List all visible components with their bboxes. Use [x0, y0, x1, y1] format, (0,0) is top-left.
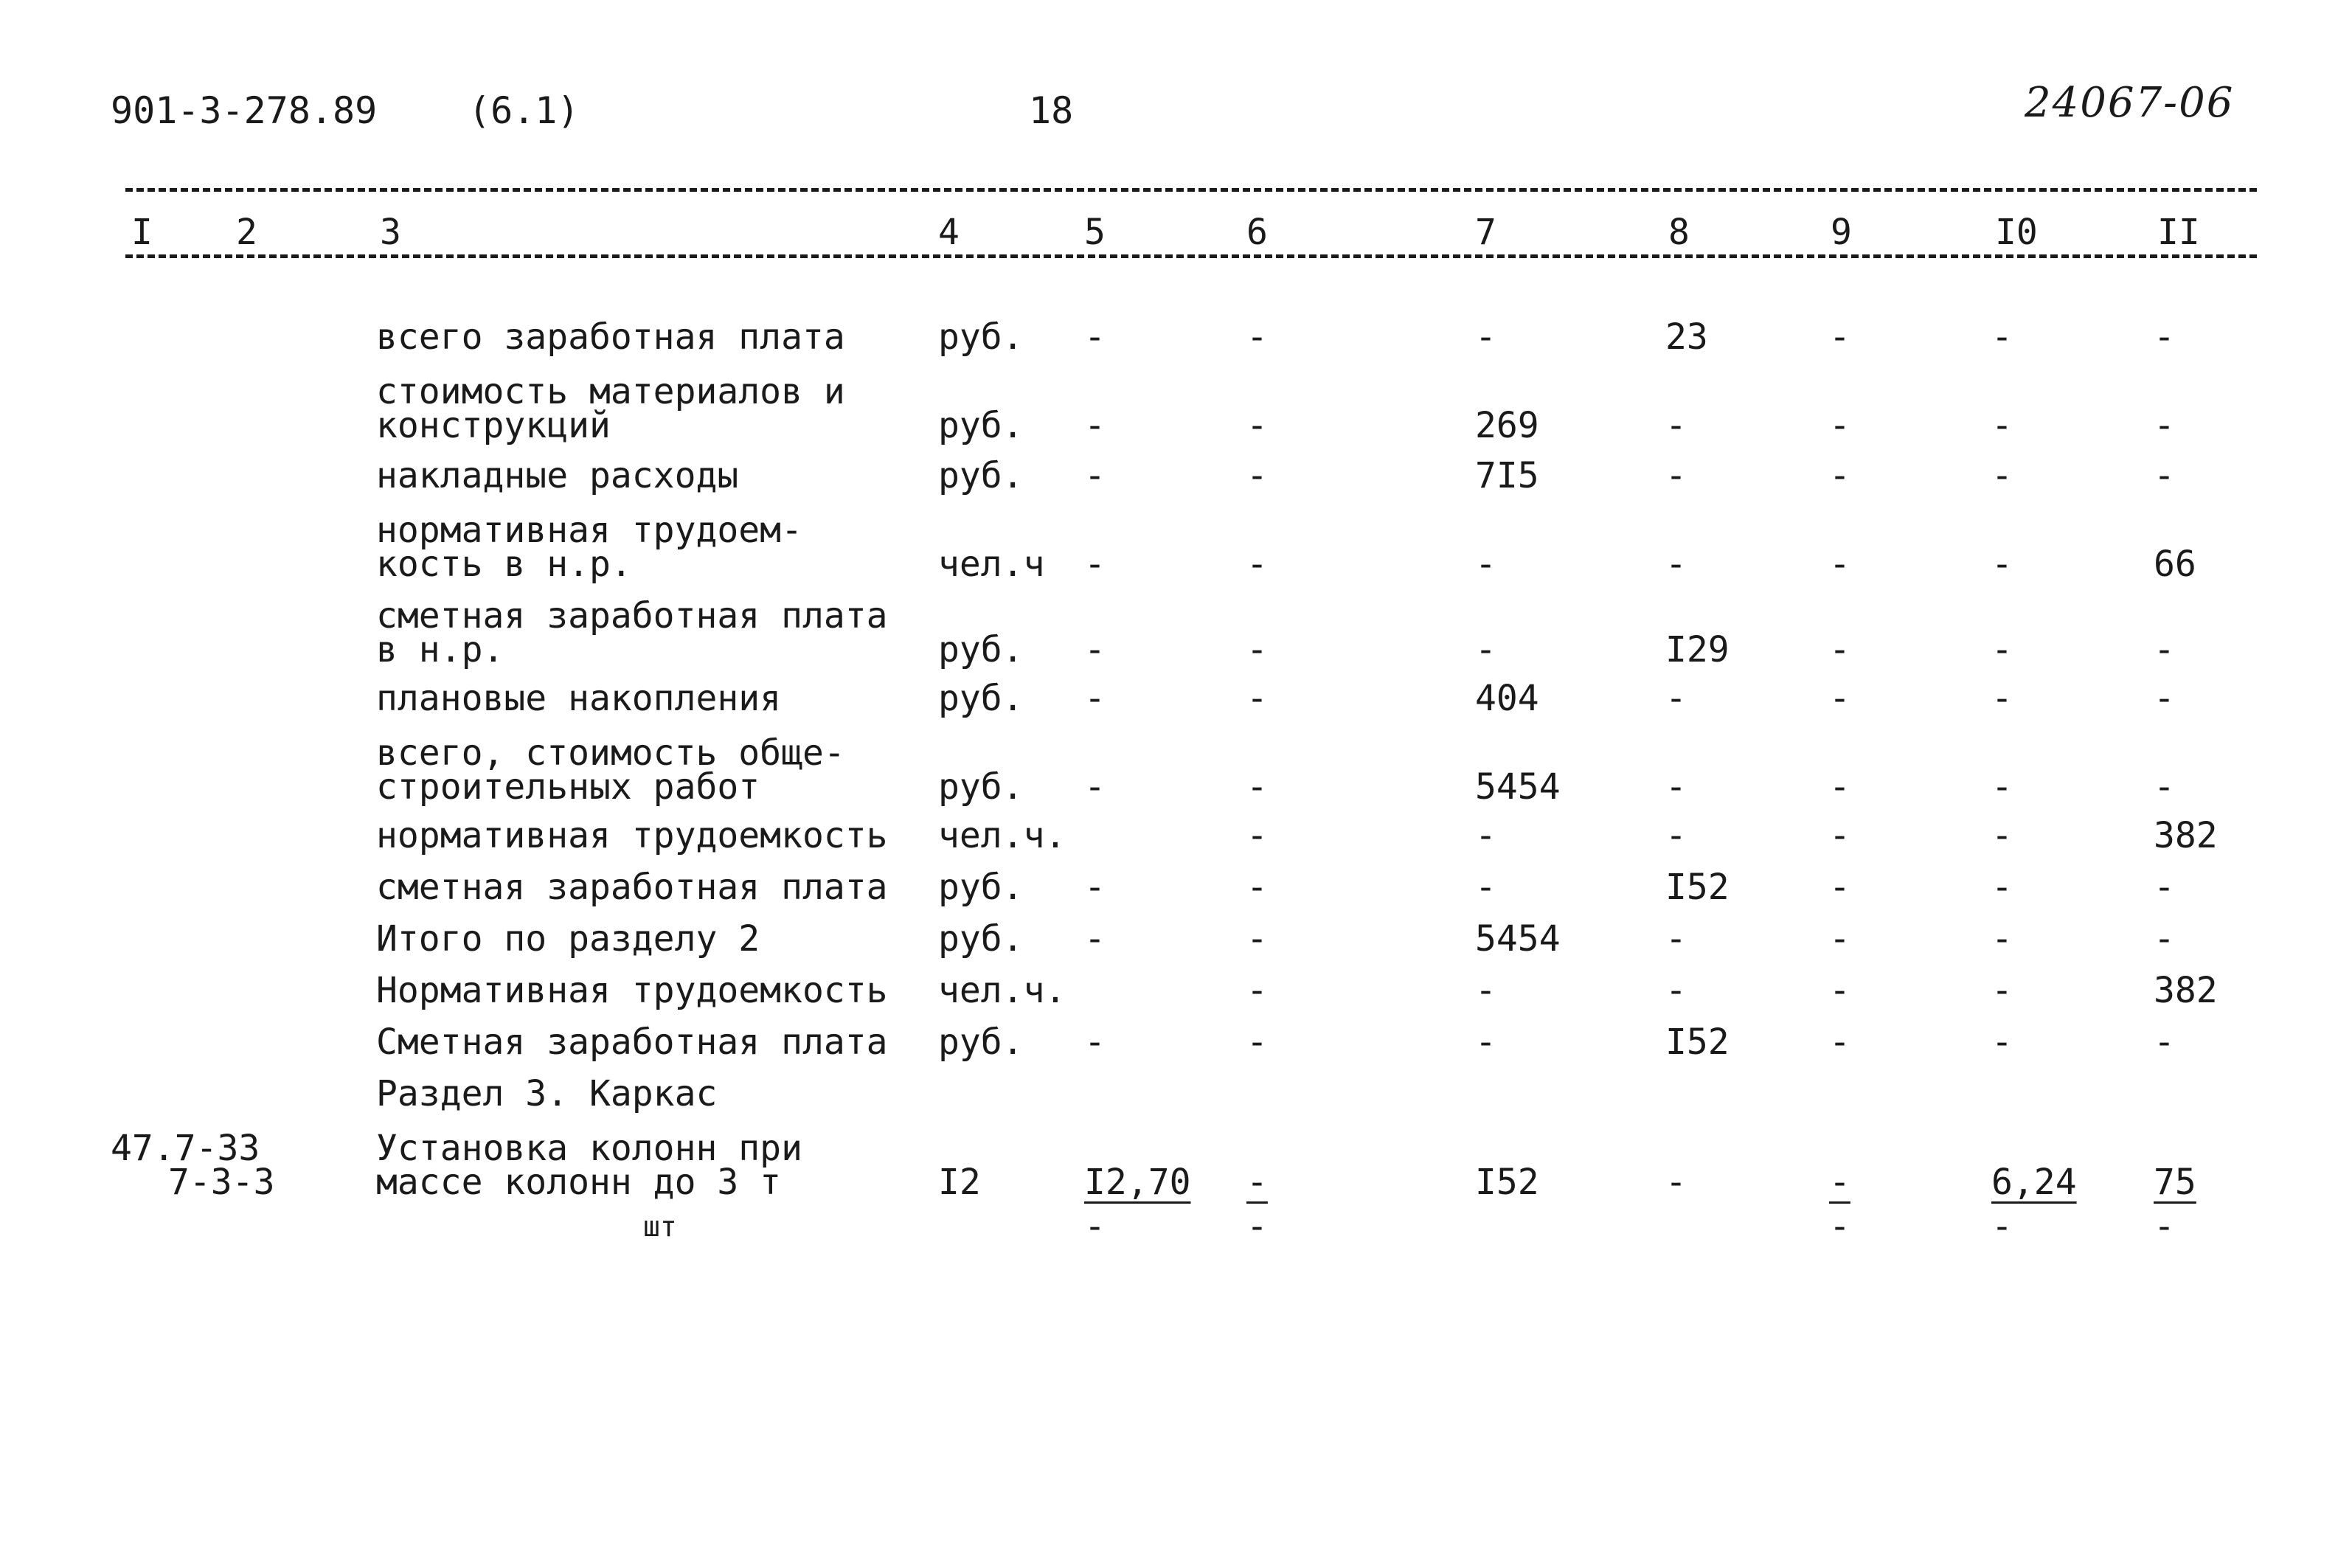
- cell-col9: -: [1829, 455, 1850, 496]
- cell-col11: 382: [2154, 815, 2218, 856]
- column-number: 2: [236, 212, 257, 253]
- table-row: [0, 316, 2352, 358]
- cell-col9: -: [1829, 405, 1850, 446]
- cell-unit: руб.: [938, 766, 1024, 808]
- cell-col7: 404: [1475, 678, 1539, 719]
- cell-col9: -: [1829, 316, 1850, 358]
- column-number: II: [2157, 212, 2200, 253]
- cell-col5: -: [1084, 455, 1106, 496]
- cell-col5: -: [1084, 918, 1106, 960]
- column-number: 6: [1246, 212, 1268, 253]
- cell-col7: -: [1475, 544, 1496, 585]
- cell-col7: -: [1475, 316, 1496, 358]
- cell-col11: -: [2154, 867, 2175, 908]
- document-code: 901-3-278.89: [111, 89, 378, 132]
- cell-col8: -: [1665, 678, 1687, 719]
- cell-col5: -: [1084, 405, 1106, 446]
- cell-col6: -: [1246, 405, 1268, 446]
- cell-col6: -: [1246, 918, 1268, 960]
- cell-unit: руб.: [938, 316, 1024, 358]
- cell-col6: -: [1246, 815, 1268, 856]
- cell-col10: -: [1991, 316, 2013, 358]
- row-description-line2: строительных работ: [376, 766, 760, 808]
- cell-col11: -: [2154, 766, 2175, 808]
- cell-quantity: I2: [938, 1162, 981, 1203]
- cell-col7: -: [1475, 815, 1496, 856]
- cell-col10: -: [1991, 918, 2013, 960]
- inventory-number: 24067-06: [2025, 79, 2235, 127]
- column-number: 9: [1831, 212, 1852, 253]
- cell-col9: -: [1829, 1162, 1850, 1203]
- cell-col11: 75: [2154, 1162, 2196, 1203]
- cell-col11: 66: [2154, 544, 2196, 585]
- item-code-line2: 7-3-3: [168, 1162, 275, 1203]
- table-row: [0, 867, 2352, 908]
- cell-col6: -: [1246, 970, 1268, 1011]
- cell-col7: -: [1475, 867, 1496, 908]
- cell-col8: -: [1665, 455, 1687, 496]
- column-number: I0: [1995, 212, 2038, 253]
- cell-col10: -: [1991, 970, 2013, 1011]
- cell-col9: -: [1829, 1021, 1850, 1063]
- cell-col10: -: [1991, 1021, 2013, 1063]
- cell-unit: чел.ч.: [938, 970, 1066, 1011]
- table-row: [0, 730, 2352, 808]
- cell-col7: 269: [1475, 405, 1539, 446]
- cell-col7: 7I5: [1475, 455, 1539, 496]
- cell-col7: -: [1475, 629, 1496, 670]
- column-number: 7: [1475, 212, 1496, 253]
- cell-col11: -: [2154, 678, 2175, 719]
- cell-col7: 5454: [1475, 918, 1561, 960]
- page-number: 18: [1029, 89, 1074, 132]
- table-row: [0, 815, 2352, 856]
- cell-col10: -: [1991, 867, 2013, 908]
- cell-col9: -: [1829, 867, 1850, 908]
- row-description-line2: кость в н.р.: [376, 544, 632, 585]
- cell-col5: -: [1084, 316, 1106, 358]
- cell-col6: -: [1246, 867, 1268, 908]
- row-description: Нормативная трудоемкость: [376, 970, 888, 1011]
- cell-col6-sub: -: [1246, 1206, 1268, 1247]
- row-description: нормативная трудоемкость: [376, 815, 888, 856]
- cell-col7: I52: [1475, 1162, 1539, 1203]
- cell-col8: -: [1665, 918, 1687, 960]
- cell-col11: -: [2154, 629, 2175, 670]
- cell-col9: -: [1829, 629, 1850, 670]
- cell-unit: чел.ч.: [938, 815, 1066, 856]
- cell-unit: руб.: [938, 678, 1024, 719]
- cell-col6: -: [1246, 678, 1268, 719]
- cell-col11: 382: [2154, 970, 2218, 1011]
- table-row-item-unit: [0, 1206, 2352, 1247]
- row-description: всего заработная плата: [376, 316, 845, 358]
- cell-col8: -: [1665, 405, 1687, 446]
- cell-col9-sub: -: [1829, 1206, 1850, 1247]
- cell-col10: -: [1991, 629, 2013, 670]
- cell-col8: -: [1665, 815, 1687, 856]
- cell-col11-sub: -: [2154, 1206, 2175, 1247]
- album-number: (6.1): [468, 89, 580, 132]
- table-row: [0, 1021, 2352, 1063]
- table-row: [0, 455, 2352, 496]
- cell-col8: I52: [1665, 867, 1730, 908]
- cell-col9: -: [1829, 815, 1850, 856]
- cell-col6: -: [1246, 1162, 1268, 1203]
- cell-col8: I52: [1665, 1021, 1730, 1063]
- row-description-line2: в н.р.: [376, 629, 504, 670]
- row-description-line1: стоимость материалов и: [376, 371, 845, 412]
- cell-col5: -: [1084, 678, 1106, 719]
- column-number: 3: [380, 212, 401, 253]
- cell-col5: -: [1084, 766, 1106, 808]
- cell-col6: -: [1246, 629, 1268, 670]
- cell-unit: руб.: [938, 455, 1024, 496]
- cell-col9: -: [1829, 970, 1850, 1011]
- item-unit: шт: [643, 1210, 677, 1243]
- cell-col11: -: [2154, 405, 2175, 446]
- cell-unit: руб.: [938, 629, 1024, 670]
- cell-unit: руб.: [938, 867, 1024, 908]
- row-description: плановые накопления: [376, 678, 782, 719]
- section-heading: Раздел 3. Каркас: [376, 1073, 718, 1114]
- cell-col6: -: [1246, 455, 1268, 496]
- cell-col10: -: [1991, 544, 2013, 585]
- table-row: [0, 970, 2352, 1011]
- row-description-line1: сметная заработная плата: [376, 595, 888, 636]
- cell-col5: I2,70: [1084, 1162, 1191, 1203]
- cell-col7: 5454: [1475, 766, 1561, 808]
- cell-col11: -: [2154, 918, 2175, 960]
- table-row: [0, 507, 2352, 585]
- row-description-line2: конструкций: [376, 405, 611, 446]
- cell-col11: -: [2154, 455, 2175, 496]
- cell-col10: -: [1991, 455, 2013, 496]
- item-description-line1: Установка колонн при: [376, 1128, 802, 1169]
- cell-col10: -: [1991, 678, 2013, 719]
- cell-col5-sub: -: [1084, 1206, 1106, 1247]
- row-description: сметная заработная плата: [376, 867, 888, 908]
- cell-col7: -: [1475, 1021, 1496, 1063]
- cell-col8: -: [1665, 544, 1687, 585]
- table-row: [0, 918, 2352, 960]
- column-number: 4: [938, 212, 960, 253]
- item-description-line2: массе колонн до 3 т: [376, 1162, 782, 1203]
- table-row: [0, 369, 2352, 446]
- table-row: [0, 593, 2352, 670]
- cell-unit: руб.: [938, 405, 1024, 446]
- cell-col5: -: [1084, 544, 1106, 585]
- cell-col9: -: [1829, 544, 1850, 585]
- cell-col9: -: [1829, 918, 1850, 960]
- row-description-line1: всего, стоимость обще-: [376, 732, 845, 774]
- cell-col10: -: [1991, 815, 2013, 856]
- cell-col10: -: [1991, 405, 2013, 446]
- column-number: 5: [1084, 212, 1106, 253]
- cell-col10: 6,24: [1991, 1162, 2077, 1203]
- cell-unit: руб.: [938, 1021, 1024, 1063]
- column-number: I: [131, 212, 153, 253]
- item-code-line1: 47.7-33: [111, 1128, 260, 1169]
- cell-unit: руб.: [938, 918, 1024, 960]
- cell-col6: -: [1246, 544, 1268, 585]
- cell-col11: -: [2154, 316, 2175, 358]
- cell-col6: -: [1246, 1021, 1268, 1063]
- cell-col8: -: [1665, 970, 1687, 1011]
- cell-col10: -: [1991, 766, 2013, 808]
- cell-col11: -: [2154, 1021, 2175, 1063]
- row-description: накладные расходы: [376, 455, 739, 496]
- cell-col8: I29: [1665, 629, 1730, 670]
- table-row-item: [0, 1125, 2352, 1203]
- cell-col5: -: [1084, 867, 1106, 908]
- row-description-line1: нормативная трудоем-: [376, 510, 802, 551]
- cell-col7: -: [1475, 970, 1496, 1011]
- table-row: [0, 678, 2352, 719]
- cell-col9: -: [1829, 766, 1850, 808]
- cell-col5: -: [1084, 629, 1106, 670]
- cell-unit: чел.ч: [938, 544, 1045, 585]
- cell-col8: -: [1665, 766, 1687, 808]
- cell-col8: -: [1665, 1162, 1687, 1203]
- cell-col6: -: [1246, 316, 1268, 358]
- section-heading-row: [0, 1073, 2352, 1114]
- cell-col5: -: [1084, 1021, 1106, 1063]
- cell-col8: 23: [1665, 316, 1708, 358]
- cell-col10-sub: -: [1991, 1206, 2013, 1247]
- row-description: Итого по разделу 2: [376, 918, 760, 960]
- column-number: 8: [1668, 212, 1690, 253]
- row-description: Сметная заработная плата: [376, 1021, 888, 1063]
- cell-col9: -: [1829, 678, 1850, 719]
- cell-col6: -: [1246, 766, 1268, 808]
